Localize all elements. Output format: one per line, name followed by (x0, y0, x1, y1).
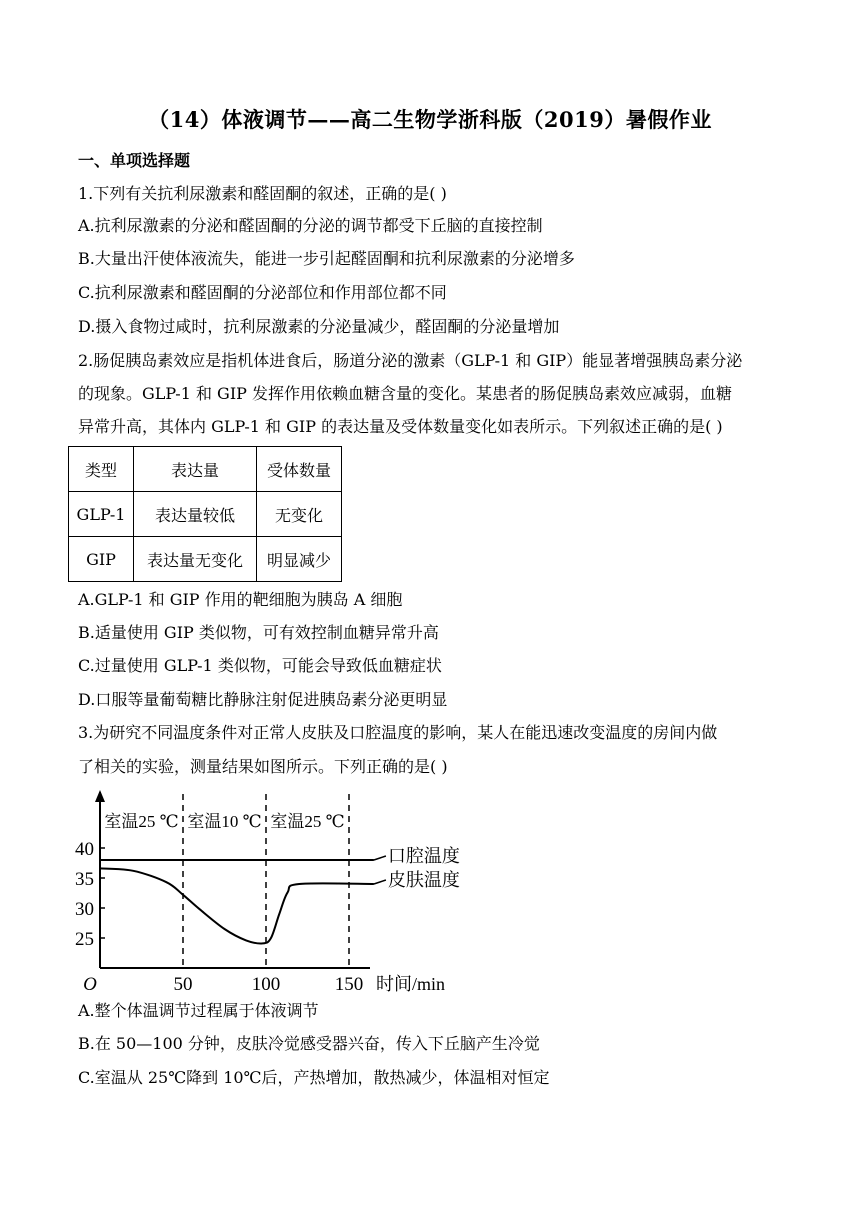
question-1-stem: 1.下列有关抗利尿激素和醛固酮的叙述，正确的是( ) (78, 184, 447, 203)
period-label: 室温25 ℃ (270, 812, 345, 831)
temperature-chart (70, 784, 460, 994)
section-title: 一、单项选择题 (78, 151, 191, 170)
y-axis-arrow-icon (95, 790, 105, 802)
table-header-type: 类型 (69, 447, 134, 492)
question-3-option-a: A.整个体温调节过程属于体液调节 (78, 1001, 319, 1020)
x-tick-label: 100 (251, 974, 281, 994)
series-label: 皮肤温度 (387, 870, 460, 890)
y-tick-label: 35 (75, 869, 94, 890)
question-2-option-b: B.适量使用 GIP 类似物，可有效控制血糖异常升高 (78, 623, 439, 642)
question-2-option-a: A.GLP-1 和 GIP 作用的靶细胞为胰岛 A 细胞 (78, 590, 403, 609)
series-leader-0 (374, 856, 386, 860)
table-cell: GIP (69, 537, 134, 582)
page-title: （14）体液调节——高二生物学浙科版（2019）暑假作业 (148, 107, 712, 132)
question-2-option-d: D.口服等量葡萄糖比静脉注射促进胰岛素分泌更明显 (78, 690, 448, 709)
question-1-option-a: A.抗利尿激素的分泌和醛固酮的分泌的调节都受下丘脑的直接控制 (78, 216, 543, 235)
question-3-option-b: B.在 50—100 分钟，皮肤冷觉感受器兴奋，传入下丘脑产生冷觉 (78, 1034, 540, 1053)
table-cell: 表达量无变化 (134, 537, 257, 582)
y-tick-label: 40 (75, 839, 94, 860)
question-2-stem-line-2: 的现象。GLP-1 和 GIP 发挥作用依赖血糖含量的变化。某患者的肠促胰岛素效应减弱，血糖 (78, 384, 733, 403)
x-axis-label: 时间/min (376, 974, 446, 994)
table-row (69, 537, 342, 582)
period-label: 室温10 ℃ (187, 812, 262, 831)
x-tick-label: 150 (334, 974, 364, 994)
table-cell: GLP-1 (69, 492, 134, 537)
table-row (69, 492, 342, 537)
question-2-stem-line-3: 异常升高，其体内 GLP-1 和 GIP 的表达量及受体数量变化如表所示。下列叙述正确的是( ) (78, 417, 723, 436)
y-tick-label: 30 (75, 899, 94, 920)
table-header-receptor: 受体数量 (257, 447, 342, 492)
x-tick-label: 50 (173, 974, 193, 994)
table-cell: 表达量较低 (134, 492, 257, 537)
y-tick-label: 25 (75, 929, 94, 950)
series-leader-1 (374, 880, 386, 884)
question-2-option-c: C.过量使用 GLP-1 类似物，可能会导致低血糖症状 (78, 656, 442, 675)
series-line-1 (100, 868, 374, 943)
period-label: 室温25 ℃ (104, 812, 179, 831)
series-label: 口腔温度 (387, 846, 460, 866)
table-cell: 明显减少 (257, 537, 342, 582)
question-3-stem-line-2: 了相关的实验，测量结果如图所示。下列正确的是( ) (78, 757, 448, 776)
question-1-option-d: D.摄入食物过咸时，抗利尿激素的分泌量减少，醛固酮的分泌量增加 (78, 317, 560, 336)
hormone-table (68, 446, 342, 582)
table-cell: 无变化 (257, 492, 342, 537)
table-header-row (69, 447, 342, 492)
table-header-expression: 表达量 (134, 447, 257, 492)
question-2-stem-line-1: 2.肠促胰岛素效应是指机体进食后，肠道分泌的激素（GLP-1 和 GIP）能显著增强胰岛素分泌 (78, 351, 743, 370)
question-3-option-c: C.室温从 25℃降到 10℃后，产热增加，散热减少，体温相对恒定 (78, 1068, 550, 1087)
question-1-option-c: C.抗利尿激素和醛固酮的分泌部位和作用部位都不同 (78, 283, 447, 302)
origin-label: O (83, 974, 97, 994)
question-1-option-b: B.大量出汗使体液流失，能进一步引起醛固酮和抗利尿激素的分泌增多 (78, 249, 575, 268)
question-3-stem-line-1: 3.为研究不同温度条件对正常人皮肤及口腔温度的影响，某人在能迅速改变温度的房间内做 (78, 723, 718, 742)
